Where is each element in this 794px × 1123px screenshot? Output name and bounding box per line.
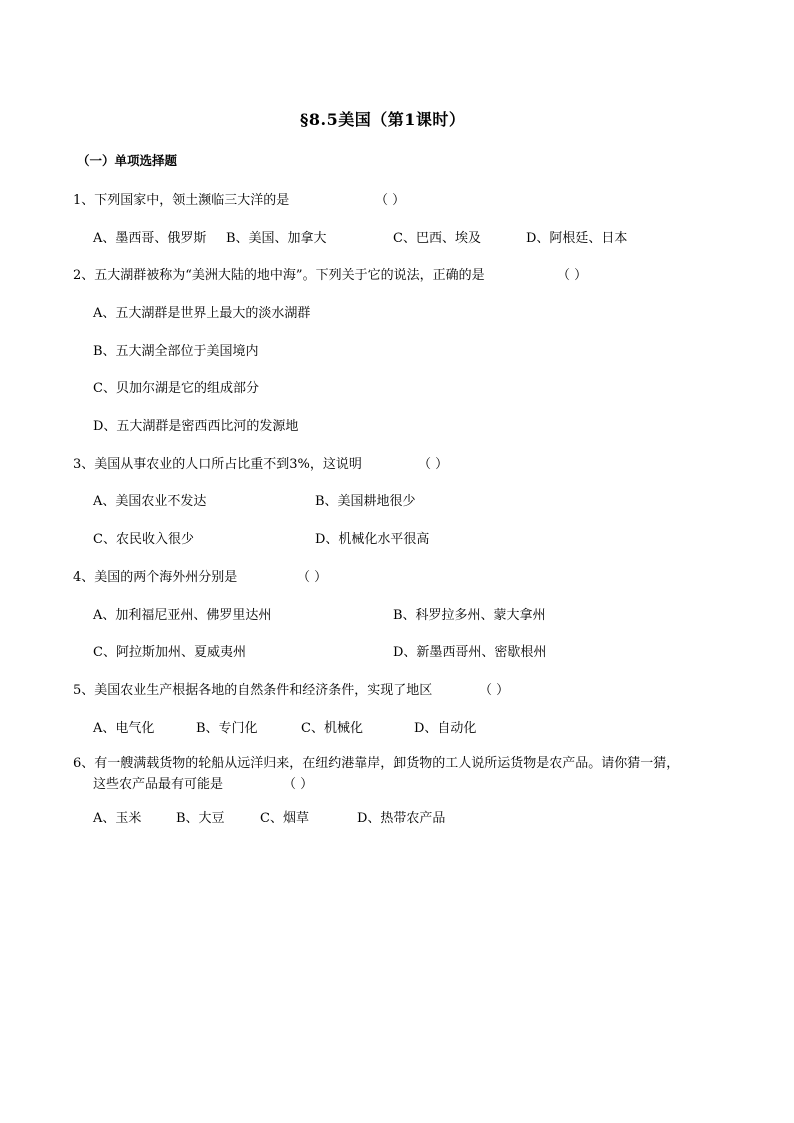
- question-5-option-a: A、电气化: [93, 721, 155, 736]
- section-heading: （一）单项选择题: [77, 153, 178, 168]
- question-2-text: 2、五大湖群被称为“美洲大陆的地中海”。下列关于它的说法，正确的是: [73, 268, 485, 283]
- question-4-text: 4、美国的两个海外州分别是: [73, 570, 238, 585]
- question-4-option-a: A、加利福尼亚州、佛罗里达州: [93, 608, 272, 623]
- question-2-option-d: D、五大湖群是密西西比河的发源地: [93, 419, 299, 434]
- question-3-text: 3、美国从事农业的人口所占比重不到3%，这说明: [73, 457, 362, 472]
- question-2-option-a: A、五大湖群是世界上最大的淡水湖群: [93, 306, 311, 321]
- question-5: [73, 679, 432, 698]
- question-5-answer-blank: （ ）: [479, 683, 510, 698]
- question-2: [73, 264, 485, 283]
- question-3-option-a: A、美国农业不发达: [93, 494, 207, 509]
- question-4-answer-blank: （ ）: [297, 570, 328, 585]
- question-1-option-b: B、美国、加拿大: [226, 231, 327, 246]
- question-6-line-1: 6、有一艘满载货物的轮船从远洋归来，在纽约港靠岸，卸货物的工人说所运货物是农产品。请你猜一猜，: [73, 756, 680, 771]
- question-2-option-b: B、五大湖全部位于美国境内: [93, 344, 259, 359]
- question-5-option-d: D、自动化: [414, 721, 477, 736]
- question-6-option-d: D、热带农产品: [357, 811, 446, 826]
- question-1-text: 1、下列国家中，领土濒临三大洋的是: [73, 193, 290, 208]
- question-3-option-b: B、美国耕地很少: [315, 494, 416, 509]
- question-2-answer-blank: （ ）: [557, 268, 588, 283]
- question-2-option-c: C、贝加尔湖是它的组成部分: [93, 381, 259, 396]
- question-1-answer-blank: （ ）: [375, 193, 406, 208]
- page-title: §8.5美国（第1课时）: [300, 110, 466, 129]
- question-6-option-a: A、玉米: [93, 811, 142, 826]
- question-5-option-c: C、机械化: [301, 721, 363, 736]
- question-1-option-a: A、墨西哥、俄罗斯: [93, 231, 207, 246]
- question-5-option-b: B、专门化: [196, 721, 258, 736]
- question-6-line-2: 这些农产品最有可能是: [93, 777, 224, 792]
- question-4-option-c: C、阿拉斯加州、夏威夷州: [93, 645, 246, 660]
- question-5-text: 5、美国农业生产根据各地的自然条件和经济条件，实现了地区: [73, 683, 433, 698]
- question-6-option-c: C、烟草: [260, 811, 309, 826]
- question-6-answer-blank: （ ）: [283, 777, 314, 792]
- question-3-option-d: D、机械化水平很高: [315, 532, 430, 547]
- question-1-option-c: C、巴西、埃及: [393, 231, 481, 246]
- question-1: [73, 189, 289, 208]
- question-4-option-d: D、新墨西哥州、密歇根州: [393, 645, 547, 660]
- question-3: [73, 453, 362, 472]
- question-6-option-b: B、大豆: [176, 811, 225, 826]
- question-4: [73, 566, 237, 585]
- question-3-option-c: C、农民收入很少: [93, 532, 194, 547]
- question-1-option-d: D、阿根廷、日本: [526, 231, 628, 246]
- question-3-answer-blank: （ ）: [418, 457, 449, 472]
- question-4-option-b: B、科罗拉多州、蒙大拿州: [393, 608, 546, 623]
